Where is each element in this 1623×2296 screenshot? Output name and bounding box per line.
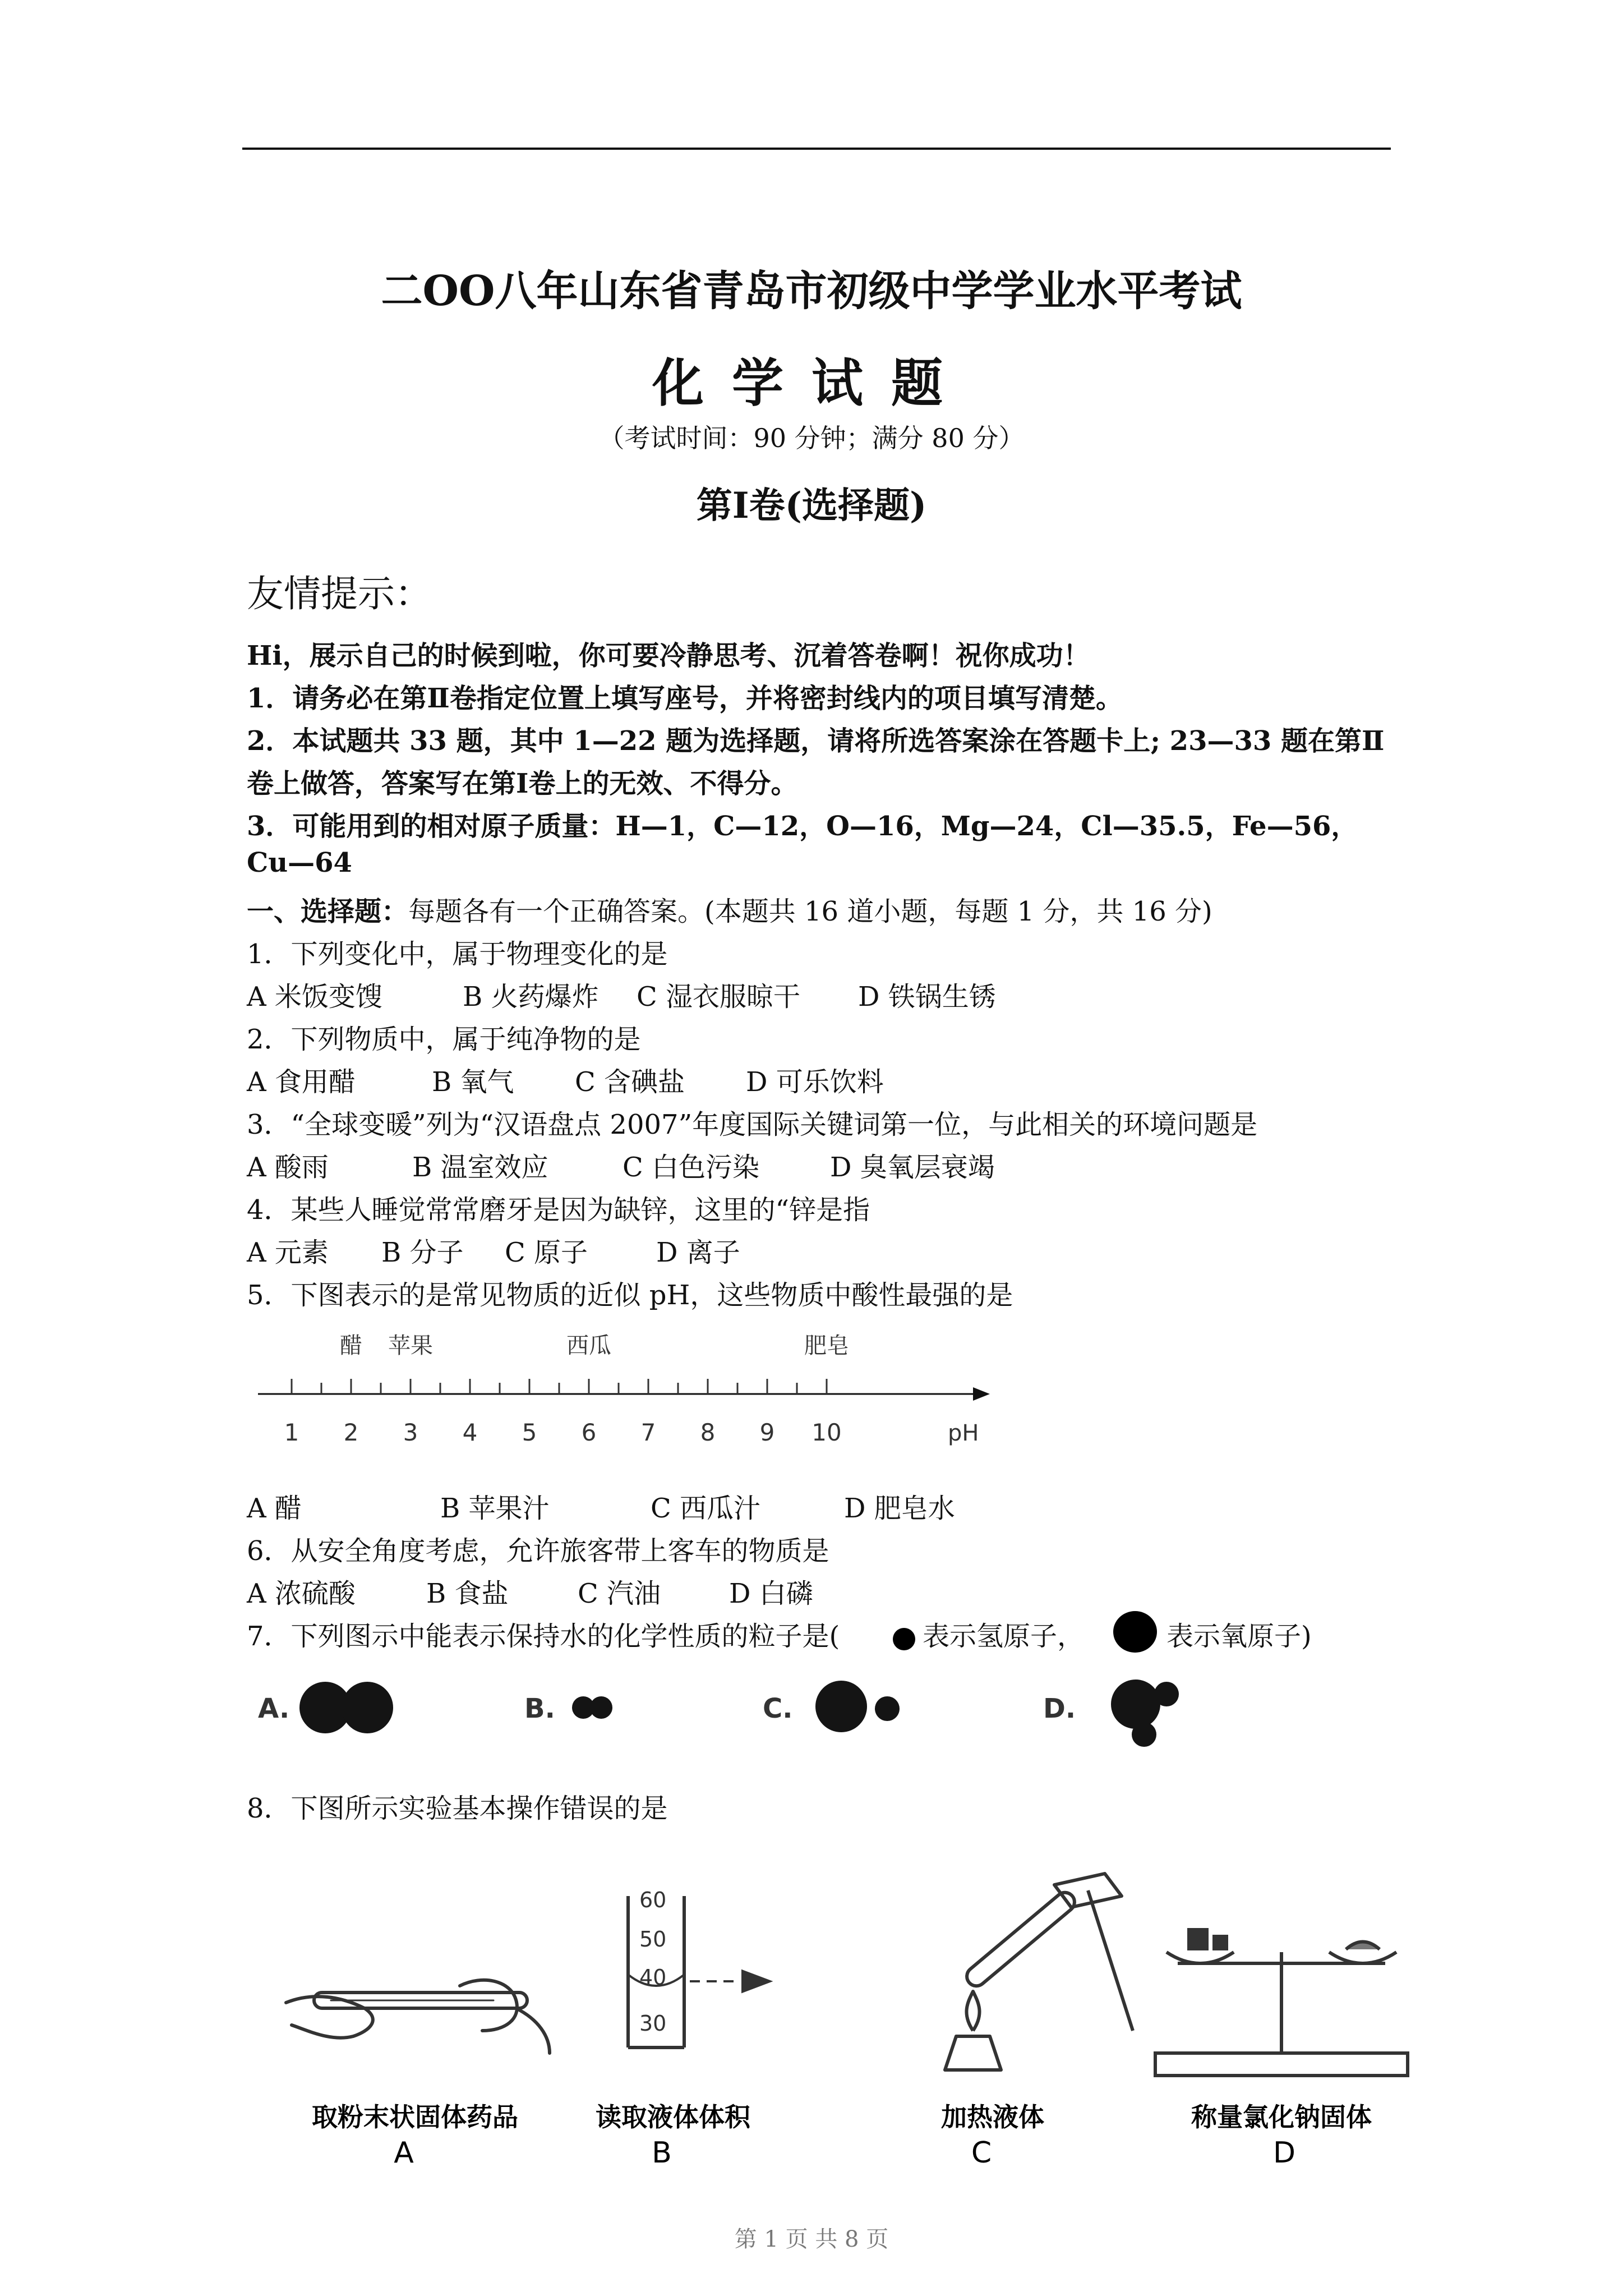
- ph-substance-label: 西瓜: [566, 1333, 611, 1359]
- tip-line: Hi，展示自己的时候到啦，你可要冷静思考、沉着答卷啊！祝你成功！: [247, 640, 1090, 671]
- ph-tick-label: 6: [581, 1419, 597, 1446]
- molecule-atom: [1111, 1680, 1160, 1729]
- lab-figure-c: [945, 1874, 1133, 2070]
- option: A 食用醋: [247, 1066, 356, 1098]
- exam-time-note: （考试时间：90 分钟；满分 80 分）: [598, 423, 1025, 453]
- lab-operations-figure: [247, 1862, 1424, 2177]
- hydrogen-atom-icon: [893, 1628, 915, 1650]
- question-stem: 1．下列变化中，属于物理变化的是: [247, 938, 668, 970]
- hand-right-icon: [516, 2008, 550, 2053]
- lab-letter: B: [652, 2136, 672, 2170]
- scale-label: 30: [639, 2011, 667, 2036]
- option: B 分子: [381, 1237, 464, 1268]
- hand-left-icon: [286, 1996, 373, 2038]
- tips-heading: 友情提示：: [247, 572, 432, 615]
- question-stem: 4．某些人睡觉常常磨牙是因为缺锌，这里的“锌是指: [247, 1194, 870, 1226]
- option: A 元素: [247, 1237, 329, 1268]
- option: B 火药爆炸: [463, 981, 599, 1013]
- lab-letter: D: [1272, 2136, 1296, 2170]
- scale-label: 60: [639, 1888, 667, 1912]
- alcohol-lamp-icon: [945, 2036, 1001, 2070]
- ph-axis-arrow: [973, 1387, 990, 1401]
- question-stem: 3．“全球变暖”列为“汉语盘点 2007”年度国际关键词第一位，与此相关的环境问题是: [247, 1109, 1258, 1140]
- tip-line: 3．可能用到的相对原子质量：H—1，C—12，O—16，Mg—24，Cl—35.5，Fe—56，: [247, 811, 1358, 842]
- option: D 臭氧层衰竭: [830, 1152, 995, 1183]
- ph-tick-label: 5: [522, 1419, 537, 1446]
- ph-scale-figure: [247, 1313, 998, 1447]
- ph-tick-label: 10: [811, 1419, 842, 1446]
- lab-letter: C: [971, 2136, 992, 2170]
- tube-holder-handle: [1088, 1890, 1133, 2031]
- option: D 肥皂水: [844, 1493, 955, 1524]
- option: C 原子: [505, 1237, 588, 1268]
- balance-base: [1155, 2053, 1408, 2076]
- header-rule: [242, 148, 1391, 150]
- ph-tick-label: 9: [759, 1419, 775, 1446]
- tip-line: Cu—64: [247, 847, 352, 878]
- mol-option-label: A.: [258, 1693, 290, 1724]
- question-stem: 6．从安全角度考虑，允许旅客带上客车的物质是: [247, 1535, 829, 1567]
- option: A 米饭变馊: [247, 981, 382, 1013]
- ph-substance-label: 肥皂: [804, 1333, 849, 1359]
- ph-substance-label: 醋: [340, 1333, 362, 1359]
- tip-line: 卷上做答，答案写在第Ⅰ卷上的无效、不得分。: [247, 768, 798, 799]
- ph-tick-label: 2: [343, 1419, 359, 1446]
- option: B 温室效应: [412, 1152, 548, 1183]
- option: D 可乐饮料: [746, 1066, 884, 1098]
- section-heading: 一、选择题：: [247, 896, 409, 927]
- question-stem: 5．下图表示的是常见物质的近似 pH，这些物质中酸性最强的是: [247, 1280, 1013, 1311]
- lab-letter: A: [394, 2136, 414, 2170]
- lab-figure-a: [286, 1980, 550, 2053]
- molecule-atom: [1132, 1722, 1156, 1747]
- subject-title: 化学试题: [652, 353, 971, 413]
- page-footer: 第 1 页 共 8 页: [734, 2226, 889, 2252]
- molecule-options-figure: [247, 1672, 1256, 1761]
- ph-unit-label: pH: [948, 1420, 979, 1446]
- test-tube-icon: [963, 1889, 1078, 1990]
- weight-icon: [1189, 1930, 1207, 1949]
- lab-caption: 加热液体: [941, 2102, 1044, 2132]
- option: D 铁锅生锈: [858, 981, 996, 1013]
- mol-option-label: C.: [763, 1693, 793, 1724]
- option: B 氧气: [432, 1066, 514, 1098]
- lab-caption: 取粉末状固体药品: [312, 2102, 518, 2132]
- mol-option-label: B.: [524, 1693, 555, 1724]
- option: A 酸雨: [247, 1152, 329, 1183]
- ph-substance-label: 苹果: [388, 1333, 433, 1359]
- option: D 离子: [656, 1237, 740, 1268]
- molecule-atom: [875, 1696, 900, 1721]
- ph-tick-label: 3: [403, 1419, 418, 1446]
- option: A 浓硫酸: [247, 1578, 356, 1609]
- mol-option-label: D.: [1043, 1693, 1076, 1724]
- lab-caption: 读取液体体积: [596, 2102, 750, 2132]
- option: C 白色污染: [623, 1152, 759, 1183]
- question-stem: 7．下列图示中能表示保持水的化学性质的粒子是(: [247, 1621, 840, 1652]
- oxygen-atom-icon: [1113, 1611, 1157, 1653]
- lab-figure-d: [1155, 1930, 1408, 2076]
- question-stem: 8．下图所示实验基本操作错误的是: [247, 1793, 668, 1824]
- tip-line: 2．本试题共 33 题，其中 1—22 题为选择题，请将所选答案涂在答题卡上; 23—33 题在第Ⅱ: [247, 725, 1385, 757]
- option: D 白磷: [729, 1578, 813, 1609]
- weight-icon: [1214, 1936, 1227, 1949]
- option: A 醋: [247, 1493, 302, 1524]
- molecule-atom: [815, 1681, 867, 1732]
- question-stem: 2．下列物质中，属于纯净物的是: [247, 1024, 641, 1055]
- volume-title: 第Ⅰ卷(选择题): [696, 485, 927, 527]
- option: C 含碘盐: [575, 1066, 685, 1098]
- option: C 西瓜汁: [651, 1493, 760, 1524]
- exam-title: 二OO八年山东省青岛市初级中学学业水平考试: [381, 267, 1242, 315]
- molecule-atom: [1154, 1682, 1179, 1706]
- scale-label: 50: [639, 1927, 667, 1952]
- option: C 湿衣服晾干: [637, 981, 800, 1013]
- option: C 汽油: [578, 1578, 661, 1609]
- ph-tick-label: 8: [700, 1419, 716, 1446]
- ph-tick-label: 1: [284, 1419, 299, 1446]
- molecule-atom: [590, 1696, 612, 1719]
- flame-icon: [966, 1991, 979, 2031]
- question-stem-part: 表示氢原子，: [923, 1621, 1085, 1652]
- scale-label: 40: [639, 1965, 667, 1990]
- hand-right-icon: [460, 1980, 517, 2031]
- section-note: 每题各有一个正确答案。(本题共 16 道小题，每题 1 分，共 16 分): [408, 896, 1212, 927]
- option: B 食盐: [426, 1578, 509, 1609]
- question-stem-part: 表示氧原子): [1166, 1621, 1312, 1652]
- salt-pile-icon: [1346, 1942, 1380, 1950]
- eye-icon: [743, 1972, 768, 1991]
- ph-tick-label: 4: [462, 1419, 478, 1446]
- tip-line: 1．请务必在第Ⅱ卷指定位置上填写座号，并将密封线内的项目填写清楚。: [247, 683, 1123, 714]
- option: B 苹果汁: [440, 1493, 550, 1524]
- section-heading-line: [247, 890, 1212, 928]
- lab-caption: 称量氯化钠固体: [1191, 2102, 1372, 2132]
- molecule-atom: [342, 1682, 393, 1733]
- ph-tick-label: 7: [640, 1419, 656, 1446]
